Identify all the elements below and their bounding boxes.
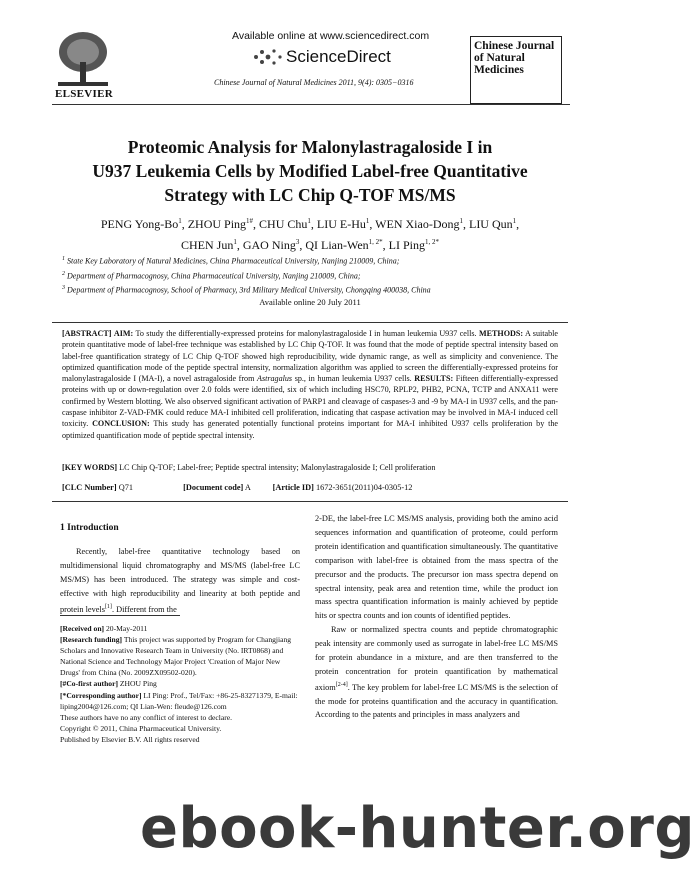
affiliation-item	[62, 268, 570, 283]
author-name: ZHOU Ping	[187, 217, 247, 231]
methods-text: A suitable protein quantitative mode of label-free technique was established by LC Chip Q-TOF. It was found that the mode of peptide spectral intensity based on label-free quantification strategy of LC Chip Q-TOF showed high reproducibility, wide dynamic range, as well as simplicity and convenience. The optimized quantification mode of the peptide spectral intensity, normalization algorithm was applied to screen the differentially-expressed proteins for malonylastragaloside I (MA-I), a novel astragaloside from	[62, 329, 558, 384]
author-name: GAO Ning	[242, 238, 296, 252]
affil-sup: 1	[62, 256, 65, 262]
methods-italic: Astragalus	[257, 374, 293, 384]
intro-paragraph	[60, 545, 300, 616]
affil-text: Department of Pharmacognosy, School of Pharmacy, 3rd Military Medical University, Chongqing 400038, China	[67, 285, 431, 295]
author-affil-sup: 1, 2*	[425, 238, 440, 246]
affiliation-item	[62, 282, 570, 297]
abstract-label: [ABSTRACT]	[62, 329, 112, 338]
authors-line-2: CHEN Jun$^1$, GAO Ning$^3$, QI Lian-Wen$^{1, 2*}$, LI Ping$^{1, 2*}$	[180, 238, 440, 252]
para-text: Raw or normalized spectra counts and peptide chromatographic peak intensity are commonly used as surrogate in label-free LC MS/MS for protein abundance in a mixture, and are then transferred to the protein concentration for protein quantification by mathematical axiom	[315, 625, 558, 692]
doc-code-label: [Document code]	[183, 483, 244, 492]
published-note: Published by Elsevier B.V. All rights reserved	[60, 734, 200, 744]
author-name: LI Ping	[388, 238, 426, 252]
author-affil-sup: 1	[233, 238, 237, 246]
footnote-divider	[60, 615, 180, 616]
sciencedirect-logo-text: ScienceDirect	[286, 47, 391, 66]
funding-text: This project was supported by Program for Changjiang Scholars and Innovative Research Team in University (No. IRT0868) and National Science and Technology Major Project 'Creation of Major New Drugs' from China (No. 2009ZX09502-020).	[60, 635, 292, 678]
affiliations	[62, 253, 570, 297]
journal-citation: Chinese Journal of Natural Medicines 2011, 9(4): 0305−0316	[214, 78, 414, 87]
aim-text: To study the differentially-expressed proteins for malonylastragaloside I in human leukemia U937 cells.	[135, 329, 477, 338]
cofirst-note	[60, 678, 302, 689]
para-tail: . The key problem for label-free LC MS/MS is the selection of the mode for proteins quantification and the accuracy in quantification. According to the patents and principles in mass analyzers and	[315, 682, 558, 720]
keywords	[62, 462, 558, 473]
elsevier-tree-logo	[52, 28, 114, 90]
continued-paragraph: 2-DE, the label-free LC MS/MS analysis, providing both the amino acid sequences information and quantification of proteome, could perform protein identification and quantification simultaneously. The quantitative comparison with label-free is obtained from the mass spectra of the precursor and the products. The precursor ion mass spectra depend on spectral intensity, peak area and retention time, while the product ion mass spectra quantification information is mainly achieved by peptide hits or spectra counts and ion counts of identified peptides.	[315, 514, 558, 621]
available-date: Available online 20 July 2011	[259, 297, 361, 307]
authors-line-1: PENG Yong-Bo$^1$, ZHOU Ping$^{1\#}$, CHU Chu$^1$, LIU E-Hu$^1$, WEN Xiao-Dong$^1$, LIU Qun$^1$,	[100, 217, 520, 231]
header-divider	[52, 104, 570, 105]
received-label: [Received on]	[60, 624, 105, 633]
watermark: ebook-hunter.org	[140, 796, 695, 861]
journal-box-title: Chinese Journal of Natural Medicines	[474, 40, 555, 76]
author-affil-sup: 1	[178, 217, 182, 225]
copyright-note: Copyright © 2011, China Pharmaceutical University.	[60, 723, 222, 733]
abstract-text	[62, 328, 558, 441]
citation-ref: [1]	[104, 603, 112, 610]
author-name: CHU Chu	[259, 217, 308, 231]
keywords-text: LC Chip Q-TOF; Label-free; Peptide spectral intensity; Malonylastragaloside I; Cell proliferation	[119, 463, 436, 472]
methods-tail: sp., in human leukemia U937 cells.	[294, 374, 412, 384]
aim-label: AIM:	[113, 329, 134, 338]
author-name: QI Lian-Wen	[305, 238, 369, 252]
footnotes	[60, 623, 302, 745]
keywords-label: [KEY WORDS]	[62, 463, 118, 472]
right-column-text	[315, 512, 558, 722]
conclusion-text: This study has generated potentially functional proteins important for MA-I inhibited U937 cells proliferation by the optimized quantification mode of peptide spectral intensity.	[62, 419, 558, 440]
funding-label: [Research funding]	[60, 635, 123, 645]
section-heading: 1 Introduction	[60, 523, 119, 533]
left-column-text	[60, 545, 300, 616]
corr-label: [*Corresponding author]	[60, 690, 142, 700]
author-name: LIU Qun	[468, 217, 513, 231]
conflict-note: These authors have no any conflict of interest to declare.	[60, 712, 233, 722]
title-line: Strategy with LC Chip Q-TOF MS/MS	[164, 185, 456, 205]
author-affil-sup: 3	[295, 238, 300, 246]
affiliation-item	[62, 253, 570, 268]
clc-value: Q71	[118, 483, 133, 492]
author-name: CHEN Jun	[180, 238, 234, 252]
author-list	[50, 212, 570, 254]
affil-sup: 2	[62, 270, 65, 277]
author-affil-sup: 1	[307, 217, 311, 225]
author-name: WEN Xiao-Dong	[375, 217, 460, 231]
author-name: LIU E-Hu	[316, 217, 366, 231]
results-label: RESULTS:	[414, 374, 454, 384]
author-affil-sup: 1	[459, 217, 463, 225]
available-online-link[interactable]: Available online at www.sciencedirect.com	[232, 30, 430, 42]
clc-label: [CLC Number]	[62, 483, 117, 492]
affil-sup: 3	[62, 285, 65, 292]
methods-label: METHODS:	[478, 329, 524, 338]
title-line: Proteomic Analysis for Malonylastragaloside I in	[127, 137, 493, 157]
corr-text: LI Ping: Prof., Tel/Fax: +86-25-83271379, E-mail: liping2004@126.com; QI Lian-Wen: fleude@126.com	[60, 690, 298, 711]
conclusion-label: CONCLUSION:	[92, 419, 150, 429]
author-affil-sup: 1	[512, 217, 517, 225]
paragraph	[315, 623, 558, 722]
citation-ref: [2-4]	[335, 681, 348, 688]
affil-text: Department of Pharmacognosy, China Pharmaceutical University, Nanjing 210009, China;	[67, 271, 361, 281]
author-affil-sup: 1	[365, 217, 370, 225]
classification-row	[62, 483, 558, 492]
corresponding-note	[60, 690, 302, 712]
doc-code-value: A	[244, 483, 251, 492]
author-name: PENG Yong-Bo	[100, 217, 179, 231]
intro-text: Recently, label-free quantitative technology based on multidimensional liquid chromatography and MS/MS (label-free LC MS/MS) has been introduced. The strategy was simple and cost-effective with high reproducibility and linearity at both peptide and protein levels	[60, 547, 300, 614]
results-text: Fifteen differentially-expressed proteins with up or down-regulation over 2.0 folds were identified, six of which including HSC70, RPLP2, PHB2, PCNA, TCTP and ANXA11 were confirmed by Western blotting. We also observed significant activation of PARP1 and cleavage of caspases-3 and -9 by MA-I in U937 cells, and the pan-caspase inhibitor Z-VAD-FMK could reduce MA-I inhibited cell proliferation, indicating that caspase activation may be involved in MA-I induced cell toxicity.	[62, 374, 558, 429]
sciencedirect-dots-icon	[250, 46, 284, 68]
cofirst-label: [#Co-first author]	[60, 679, 118, 689]
cofirst-name: ZHOU Ping	[119, 679, 157, 689]
intro-tail: . Different from the	[111, 604, 177, 614]
publisher-name: ELSEVIER	[54, 88, 114, 100]
article-title	[50, 135, 570, 207]
received-note	[60, 623, 302, 634]
affil-text: State Key Laboratory of Natural Medicines, China Pharmaceutical University, Nanjing 210009, China;	[67, 256, 400, 266]
author-affil-sup: 1, 2*	[368, 238, 383, 246]
author-affil-sup: 1#	[246, 217, 254, 225]
title-line: U937 Leukemia Cells by Modified Label-free Quantitative	[92, 161, 528, 181]
funding-note	[60, 634, 302, 678]
received-date: 20-May-2011	[105, 624, 148, 633]
article-id-value: 1672-3651(2011)04-0305-12	[315, 483, 413, 492]
article-id-label: [Article ID]	[272, 483, 314, 492]
